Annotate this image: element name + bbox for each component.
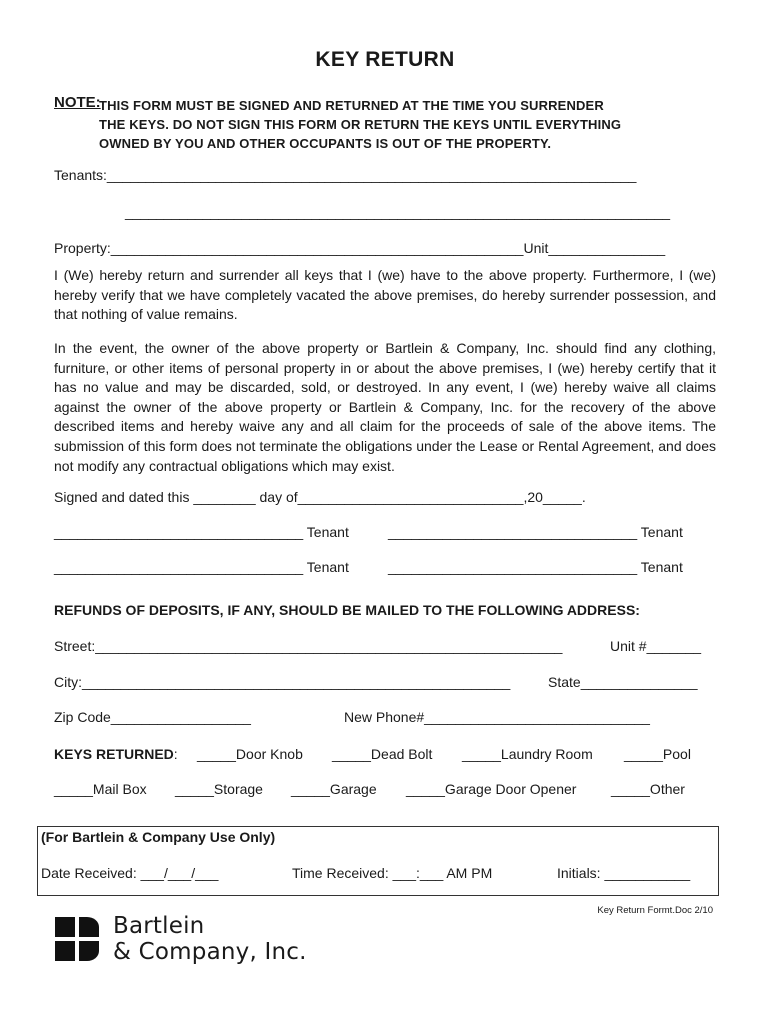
page-title: KEY RETURN — [315, 48, 455, 71]
keys-returned-label — [54, 746, 178, 762]
tenants-field-line-2[interactable]: ______________________________________________________________________ — [125, 204, 671, 220]
key-door-knob[interactable]: _____Door Knob — [197, 746, 303, 762]
key-mail-box[interactable]: _____Mail Box — [54, 781, 147, 797]
company-logo-line-2: & Company, Inc. — [113, 939, 307, 965]
new-phone-field[interactable]: New Phone#_____________________________ — [344, 709, 650, 725]
tenant-signature-3[interactable]: ________________________________ Tenant — [54, 559, 349, 575]
initials-field[interactable]: Initials: ___________ — [557, 865, 691, 881]
refunds-heading: REFUNDS OF DEPOSITS, IF ANY, SHOULD BE MAILED TO THE FOLLOWING ADDRESS: — [54, 602, 640, 618]
note-line-1: THIS FORM MUST BE SIGNED AND RETURNED AT THE TIME YOU SURRENDER — [99, 98, 604, 113]
key-laundry-room[interactable]: _____Laundry Room — [462, 746, 593, 762]
company-logo-icon — [55, 917, 99, 961]
company-logo-text — [113, 913, 307, 965]
note-label: NOTE: — [54, 94, 101, 111]
note-text — [99, 96, 621, 153]
date-received-field[interactable]: Date Received: ___/___/___ — [41, 865, 219, 881]
surrender-paragraph: I (We) hereby return and surrender all keys that I (we) have to the above property. Furthermore, I (we) hereby verify that we have completely vacated the above premises, do hereby surrender possession, and that nothing of value remains. — [54, 267, 716, 323]
signed-dated-line[interactable]: Signed and dated this ________ day of_____________________________,20_____. — [54, 489, 586, 505]
key-other[interactable]: _____Other — [611, 781, 685, 797]
footer-doc-code: Key Return Formt.Doc 2/10 — [597, 905, 713, 916]
keys-returned-text: KEYS RETURNED — [54, 746, 174, 762]
street-unit-field[interactable]: Unit #_______ — [610, 638, 702, 654]
tenant-signature-1[interactable]: ________________________________ Tenant — [54, 524, 349, 540]
office-use-heading: (For Bartlein & Company Use Only) — [41, 829, 276, 845]
key-storage[interactable]: _____Storage — [175, 781, 263, 797]
property-unit-field[interactable]: Property:_____________________________________________________Unit_______________ — [54, 240, 666, 256]
tenant-signature-2[interactable]: ________________________________ Tenant — [388, 524, 683, 540]
key-dead-bolt[interactable]: _____Dead Bolt — [332, 746, 433, 762]
city-field[interactable]: City:_______________________________________________________ — [54, 674, 511, 690]
note-line-2: THE KEYS. DO NOT SIGN THIS FORM OR RETURN THE KEYS UNTIL EVERYTHING — [99, 117, 622, 132]
key-pool[interactable]: _____Pool — [624, 746, 691, 762]
company-logo-line-1: Bartlein — [113, 913, 205, 939]
key-garage-door-opener[interactable]: _____Garage Door Opener — [406, 781, 577, 797]
tenants-field[interactable]: Tenants:____________________________________________________________________ — [54, 167, 637, 183]
office-use-box — [37, 826, 719, 896]
street-field[interactable]: Street:____________________________________________________________ — [54, 638, 563, 654]
key-garage[interactable]: _____Garage — [291, 781, 377, 797]
personal-property-paragraph: In the event, the owner of the above property or Bartlein & Company, Inc. should find any clothing, furniture, or other items of personal property in or about the above premises, I (we) hereby certify that it has no value and may be discarded, sold, or destroyed. In any event, I (we) hereby waive all claims against the owner of the above property or Bartlein & Company, Inc. for the recovery of the above described items and hereby waive any and all claim for the proceeds of sale of the above items. The submission of this form does not terminate the obligations under the Lease or Rental Agreement, and does not modify any contractual obligations which may exist. — [54, 340, 716, 474]
time-received-field[interactable]: Time Received: ___:___ AM PM — [292, 865, 493, 881]
tenant-signature-4[interactable]: ________________________________ Tenant — [388, 559, 683, 575]
state-field[interactable]: State_______________ — [548, 674, 698, 690]
zip-code-field[interactable]: Zip Code__________________ — [54, 709, 251, 725]
keys-returned-colon: : — [173, 746, 178, 762]
note-line-3: OWNED BY YOU AND OTHER OCCUPANTS IS OUT OF THE PROPERTY. — [99, 136, 552, 151]
